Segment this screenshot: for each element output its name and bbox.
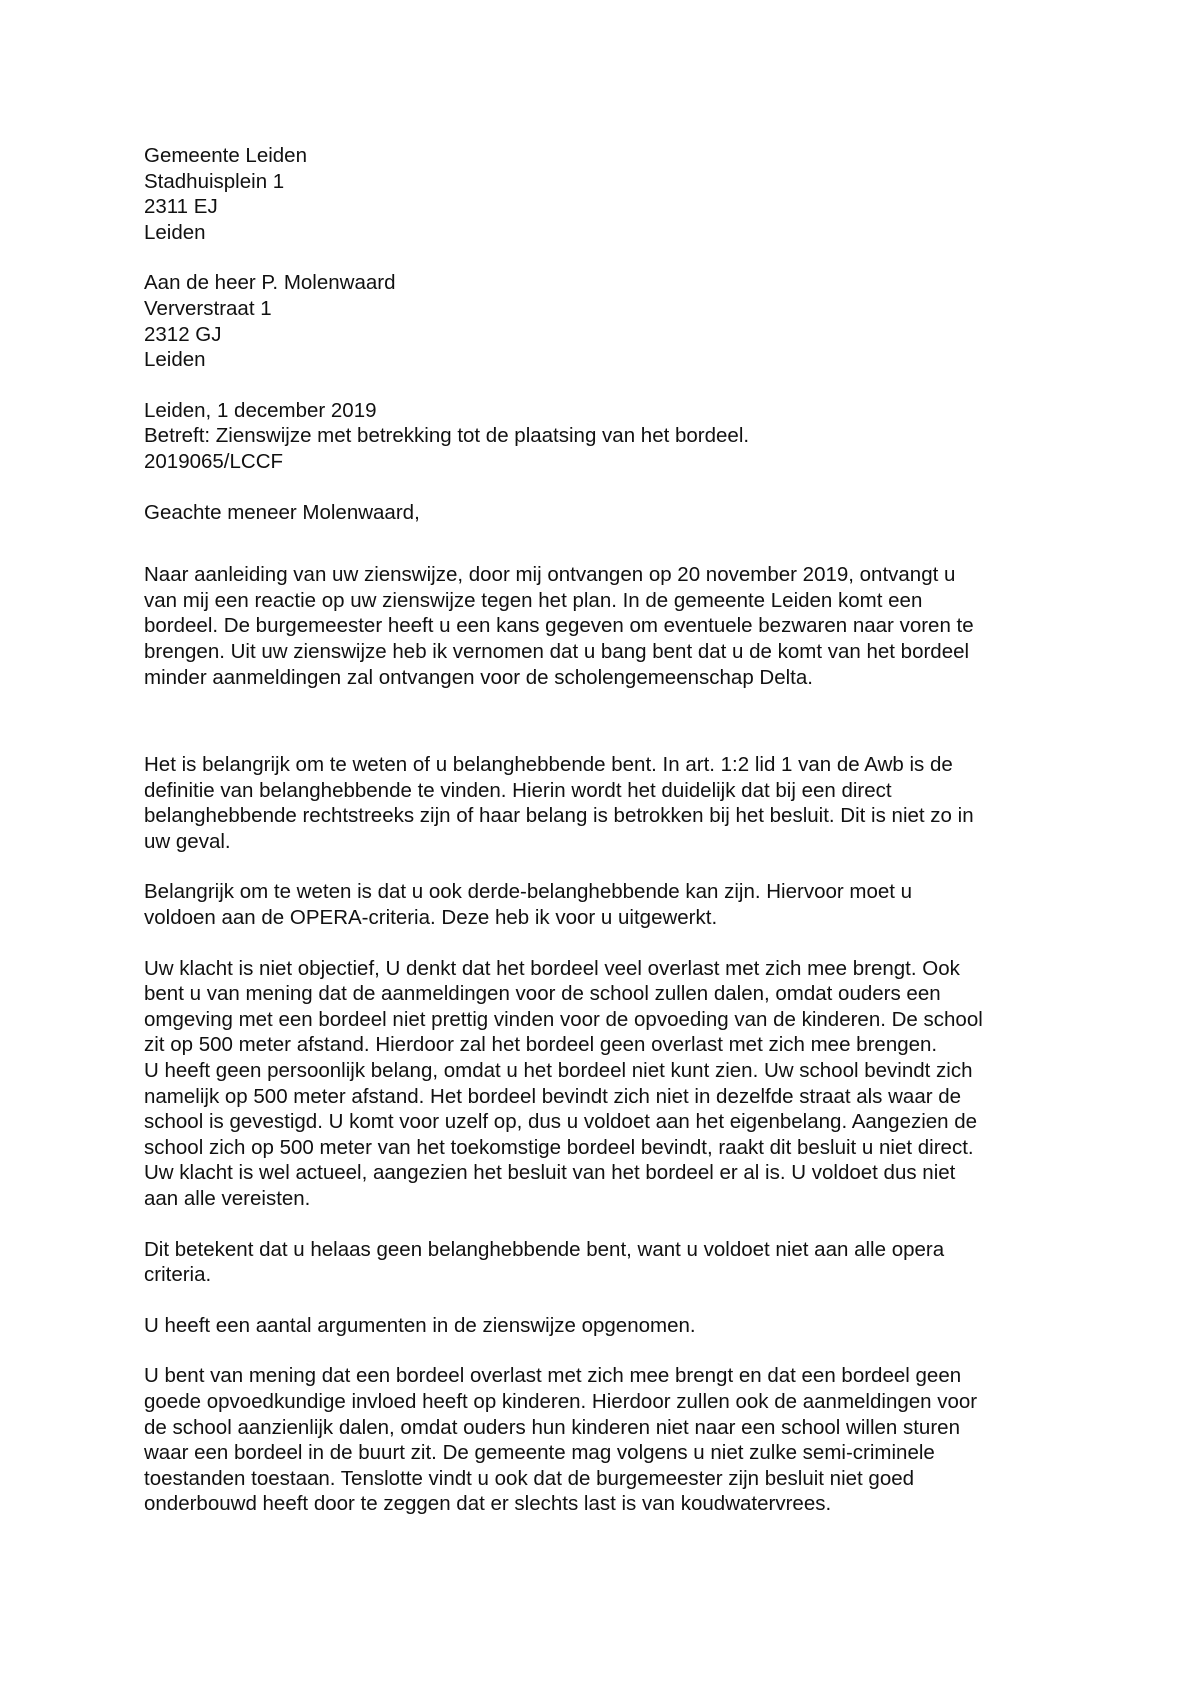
paragraph-line: Dit betekent dat u helaas geen belanghebbende bent, want u voldoet niet aan alle opera [144,1237,945,1261]
paragraph-belanghebbende [144,752,1074,854]
paragraph-conclusion [144,1237,1074,1288]
paragraph-line: zit op 500 meter afstand. Hierdoor zal het bordeel geen overlast met zich mee brengen. [144,1033,938,1057]
paragraph-line: toestanden toestaan. Tenslotte vindt u ook dat de burgemeester zijn besluit niet goed [144,1466,915,1490]
paragraph-derde-belanghebbende [144,879,1074,930]
recipient-address [144,270,1074,372]
paragraph-line: U heeft een aantal argumenten in de zienswijze opgenomen. [144,1313,696,1337]
paragraph-line: Uw klacht is wel actueel, aangezien het besluit van het bordeel er al is. U voldoet dus niet [144,1161,956,1185]
recipient-city: Leiden [144,348,206,372]
paragraph-line: voldoen aan de OPERA-criteria. Deze heb ik voor u uitgewerkt. [144,906,718,930]
paragraph-line: definitie van belanghebbende te vinden. Hierin wordt het duidelijk dat bij een direct [144,778,892,802]
paragraph-line: de school aanzienlijk dalen, omdat ouders hun kinderen niet naar een school willen sturen [144,1415,960,1439]
recipient-postcode: 2312 GJ [144,322,222,346]
paragraph-line: aan alle vereisten. [144,1187,311,1210]
paragraph-arguments-intro [144,1313,1074,1339]
paragraph-line: Belangrijk om te weten is dat u ook derde-belanghebbende kan zijn. Hiervoor moet u [144,880,913,904]
paragraph-line: U heeft geen persoonlijk belang, omdat u het bordeel niet kunt zien. Uw school bevindt zich [144,1059,973,1083]
paragraph-line: belanghebbende rechtstreeks zijn of haar belang is betrokken bij het besluit. Dit is niet zo in [144,804,974,828]
paragraph-line: van mij een reactie op uw zienswijze tegen het plan. In de gemeente Leiden komt een [144,588,923,612]
paragraph-line: school zich op 500 meter van het toekomstige bordeel bevindt, raakt dit besluit u niet direct. [144,1135,974,1159]
sender-address [144,143,1074,245]
paragraph-line: Het is belangrijk om te weten of u belanghebbende bent. In art. 1:2 lid 1 van de Awb is de [144,753,953,777]
subject-line: Betreft: Zienswijze met betrekking tot de plaatsing van het bordeel. [144,424,750,448]
paragraph-line: brengen. Uit uw zienswijze heb ik vernomen dat u bang bent dat u de komt van het bordeel [144,639,970,663]
sender-postcode: 2311 EJ [144,195,218,219]
paragraph-opera-criteria [144,956,1074,1212]
paragraph-arguments [144,1363,1074,1517]
salutation: Geachte meneer Molenwaard, [144,500,420,524]
paragraph-line: namelijk op 500 meter afstand. Het bordeel bevindt zich niet in dezelfde straat als waar de [144,1084,962,1108]
paragraph-line: goede opvoedkundige invloed heeft op kinderen. Hierdoor zullen ook de aanmeldingen voor [144,1389,978,1413]
paragraph-line: U bent van mening dat een bordeel overlast met zich mee brengt en dat een bordeel geen [144,1364,962,1388]
paragraph-line: uw geval. [144,829,231,853]
recipient-street: Ververstraat 1 [144,296,272,320]
paragraph-line: Uw klacht is niet objectief, U denkt dat het bordeel veel overlast met zich mee brengt. Ook [144,956,960,980]
paragraph-line: school is gevestigd. U komt voor uzelf op, dus u voldoet aan het eigenbelang. Aangezien de [144,1110,978,1134]
reference-line: 2019065/LCCF [144,449,284,473]
letter-meta [144,398,1074,475]
letter-body [144,143,1074,1517]
sender-street: Stadhuisplein 1 [144,169,285,193]
sender-city: Leiden [144,220,206,244]
paragraph-line: minder aanmeldingen zal ontvangen voor de scholengemeenschap Delta. [144,665,813,689]
paragraph-line: waar een bordeel in de buurt zit. De gemeente mag volgens u niet zulke semi-criminele [144,1441,935,1465]
paragraph-line: criteria. [144,1263,212,1287]
paragraph-intro [144,562,1074,690]
paragraph-line: omgeving met een bordeel niet prettig vinden voor de opvoeding van de kinderen. De school [144,1007,983,1031]
paragraph-line: bordeel. De burgemeester heeft u een kans gegeven om eventuele bezwaren naar voren te [144,614,974,638]
date-line: Leiden, 1 december 2019 [144,398,377,422]
sender-name: Gemeente Leiden [144,144,307,167]
paragraph-line: Naar aanleiding van uw zienswijze, door mij ontvangen op 20 november 2019, ontvangt u [144,563,956,587]
paragraph-line: bent u van mening dat de aanmeldingen voor de school zullen dalen, omdat ouders een [144,982,941,1006]
paragraph-line: onderbouwd heeft door te zeggen dat er slechts last is van koudwatervrees. [144,1492,832,1516]
recipient-name: Aan de heer P. Molenwaard [144,271,396,295]
